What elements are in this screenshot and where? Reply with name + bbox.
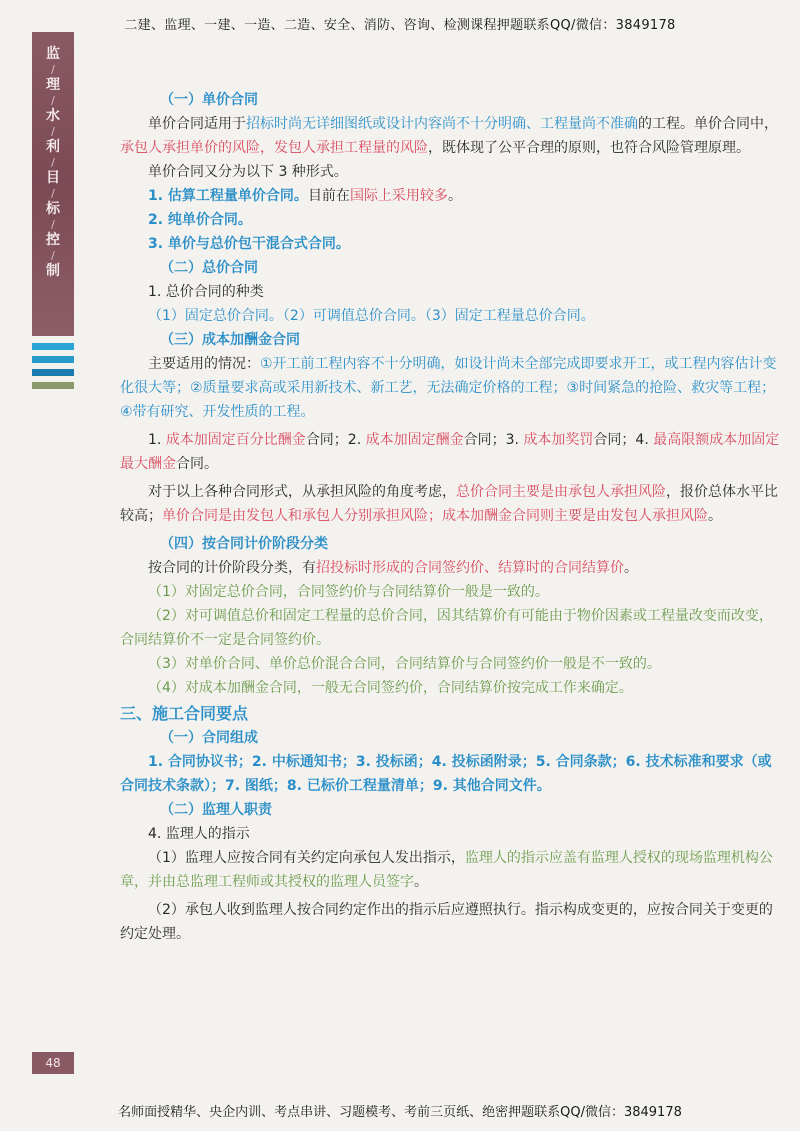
- paragraph: （2）承包人收到监理人按合同约定作出的指示后应遵照执行。指示构成变更的，应按合同关于变更的约定处理。: [120, 902, 773, 942]
- paragraph: 单价合同又分为以下 3 种形式。: [148, 164, 348, 180]
- section-title: （三）成本加酬金合同: [160, 332, 300, 348]
- chapter-heading: 三、施工合同要点: [120, 704, 249, 723]
- footer-banner: 名师面授精华、央企内训、考点串讲、习题模考、考前三页纸、绝密押题联系QQ/微信：3849178: [118, 1105, 682, 1120]
- page-content: [120, 88, 780, 946]
- paragraph: 1. 合同协议书；2. 中标通知书；3. 投标函；4. 投标函附录；5. 合同条款；6. 技术标准和要求（或合同技术条款）；7. 图纸；8. 已标价工程量清单；9. 其他合同文件。: [120, 754, 772, 794]
- list-item: （3）对单价合同、单价总价混合合同，合同结算价与合同签约价一般是不一致的。: [148, 656, 661, 672]
- paragraph: 按合同的计价阶段分类，有招投标时形成的合同签约价、结算时的合同结算价。: [148, 560, 638, 576]
- section-title: （二）总价合同: [160, 260, 258, 276]
- chapter-side-tab: [32, 32, 74, 336]
- section-title: （二）监理人职责: [160, 802, 272, 818]
- list-item: 3. 单价与总价包干混合式合同。: [148, 236, 350, 252]
- list-item: （2）对可调值总价和固定工程量的总价合同，因其结算价有可能由于物价因素或工程量改变而改变，合同结算价不一定是合同签约价。: [120, 608, 773, 648]
- paragraph: （1）监理人应按合同有关约定向承包人发出指示，监理人的指示应盖有监理人授权的现场监理机构公章，并由总监理工程师或其授权的监理人员签字。: [120, 850, 773, 890]
- paragraph: 对于以上各种合同形式，从承担风险的角度考虑，总价合同主要是由承包人承担风险，报价总体水平比较高；单价合同是由发包人和承包人分别承担风险；成本加酬金合同则主要是由发包人承担风险。: [120, 484, 778, 524]
- side-char: 制: [46, 263, 60, 279]
- decor-stripe: [32, 356, 74, 363]
- side-char: 标: [46, 201, 60, 217]
- page-number: 48: [32, 1052, 74, 1074]
- section-title: （一）单价合同: [160, 92, 258, 108]
- paragraph: 主要适用的情况：①开工前工程内容不十分明确，如设计尚未全部完成即要求开工，或工程内容估计变化很大等；②质量要求高或采用新技术、新工艺，无法确定价格的工程；③时间紧急的抢险、救灾等工程；④带有研究、开发性质的工程。: [120, 356, 777, 420]
- section-title: （一）合同组成: [160, 730, 258, 746]
- list-item: （1）对固定总价合同，合同签约价与合同结算价一般是一致的。: [148, 584, 549, 600]
- header-banner: 二建、监理、一建、一造、二造、安全、消防、咨询、检测课程押题联系QQ/微信：3849178: [124, 18, 676, 33]
- side-char: 理: [46, 77, 60, 93]
- paragraph: 4. 监理人的指示: [148, 826, 250, 842]
- list-item: （4）对成本加酬金合同，一般无合同签约价，合同结算价按完成工作来确定。: [148, 680, 633, 696]
- decor-stripe: [32, 382, 74, 389]
- list-item: 2. 纯单价合同。: [148, 212, 252, 228]
- section-title: （四）按合同计价阶段分类: [160, 536, 328, 552]
- decor-stripe: [32, 369, 74, 376]
- list-item: 1. 估算工程量单价合同。目前在国际上采用较多。: [148, 188, 462, 204]
- side-char: 控: [46, 232, 60, 248]
- chapter-vertical-label: 监 / 理 / 水 / 利 / 目 / 标 / 控 / 制: [46, 46, 60, 279]
- paragraph: 1. 总价合同的种类: [148, 284, 264, 300]
- decor-stripe: [32, 343, 74, 350]
- side-char: 利: [46, 139, 60, 155]
- paragraph: 单价合同适用于招标时尚无详细图纸或设计内容尚不十分明确、工程量尚不准确的工程。单价合同中，承包人承担单价的风险，发包人承担工程量的风险，既体现了公平合理的原则，也符合风险管理原理。: [120, 116, 778, 156]
- side-char: 监: [46, 46, 60, 62]
- paragraph: 1. 成本加固定百分比酬金合同；2. 成本加固定酬金合同；3. 成本加奖罚合同；4. 最高限额成本加固定最大酬金合同。: [120, 432, 780, 472]
- side-char: 目: [46, 170, 60, 186]
- side-char: 水: [46, 108, 60, 124]
- paragraph: （1）固定总价合同。（2）可调值总价合同。（3）固定工程量总价合同。: [148, 308, 595, 324]
